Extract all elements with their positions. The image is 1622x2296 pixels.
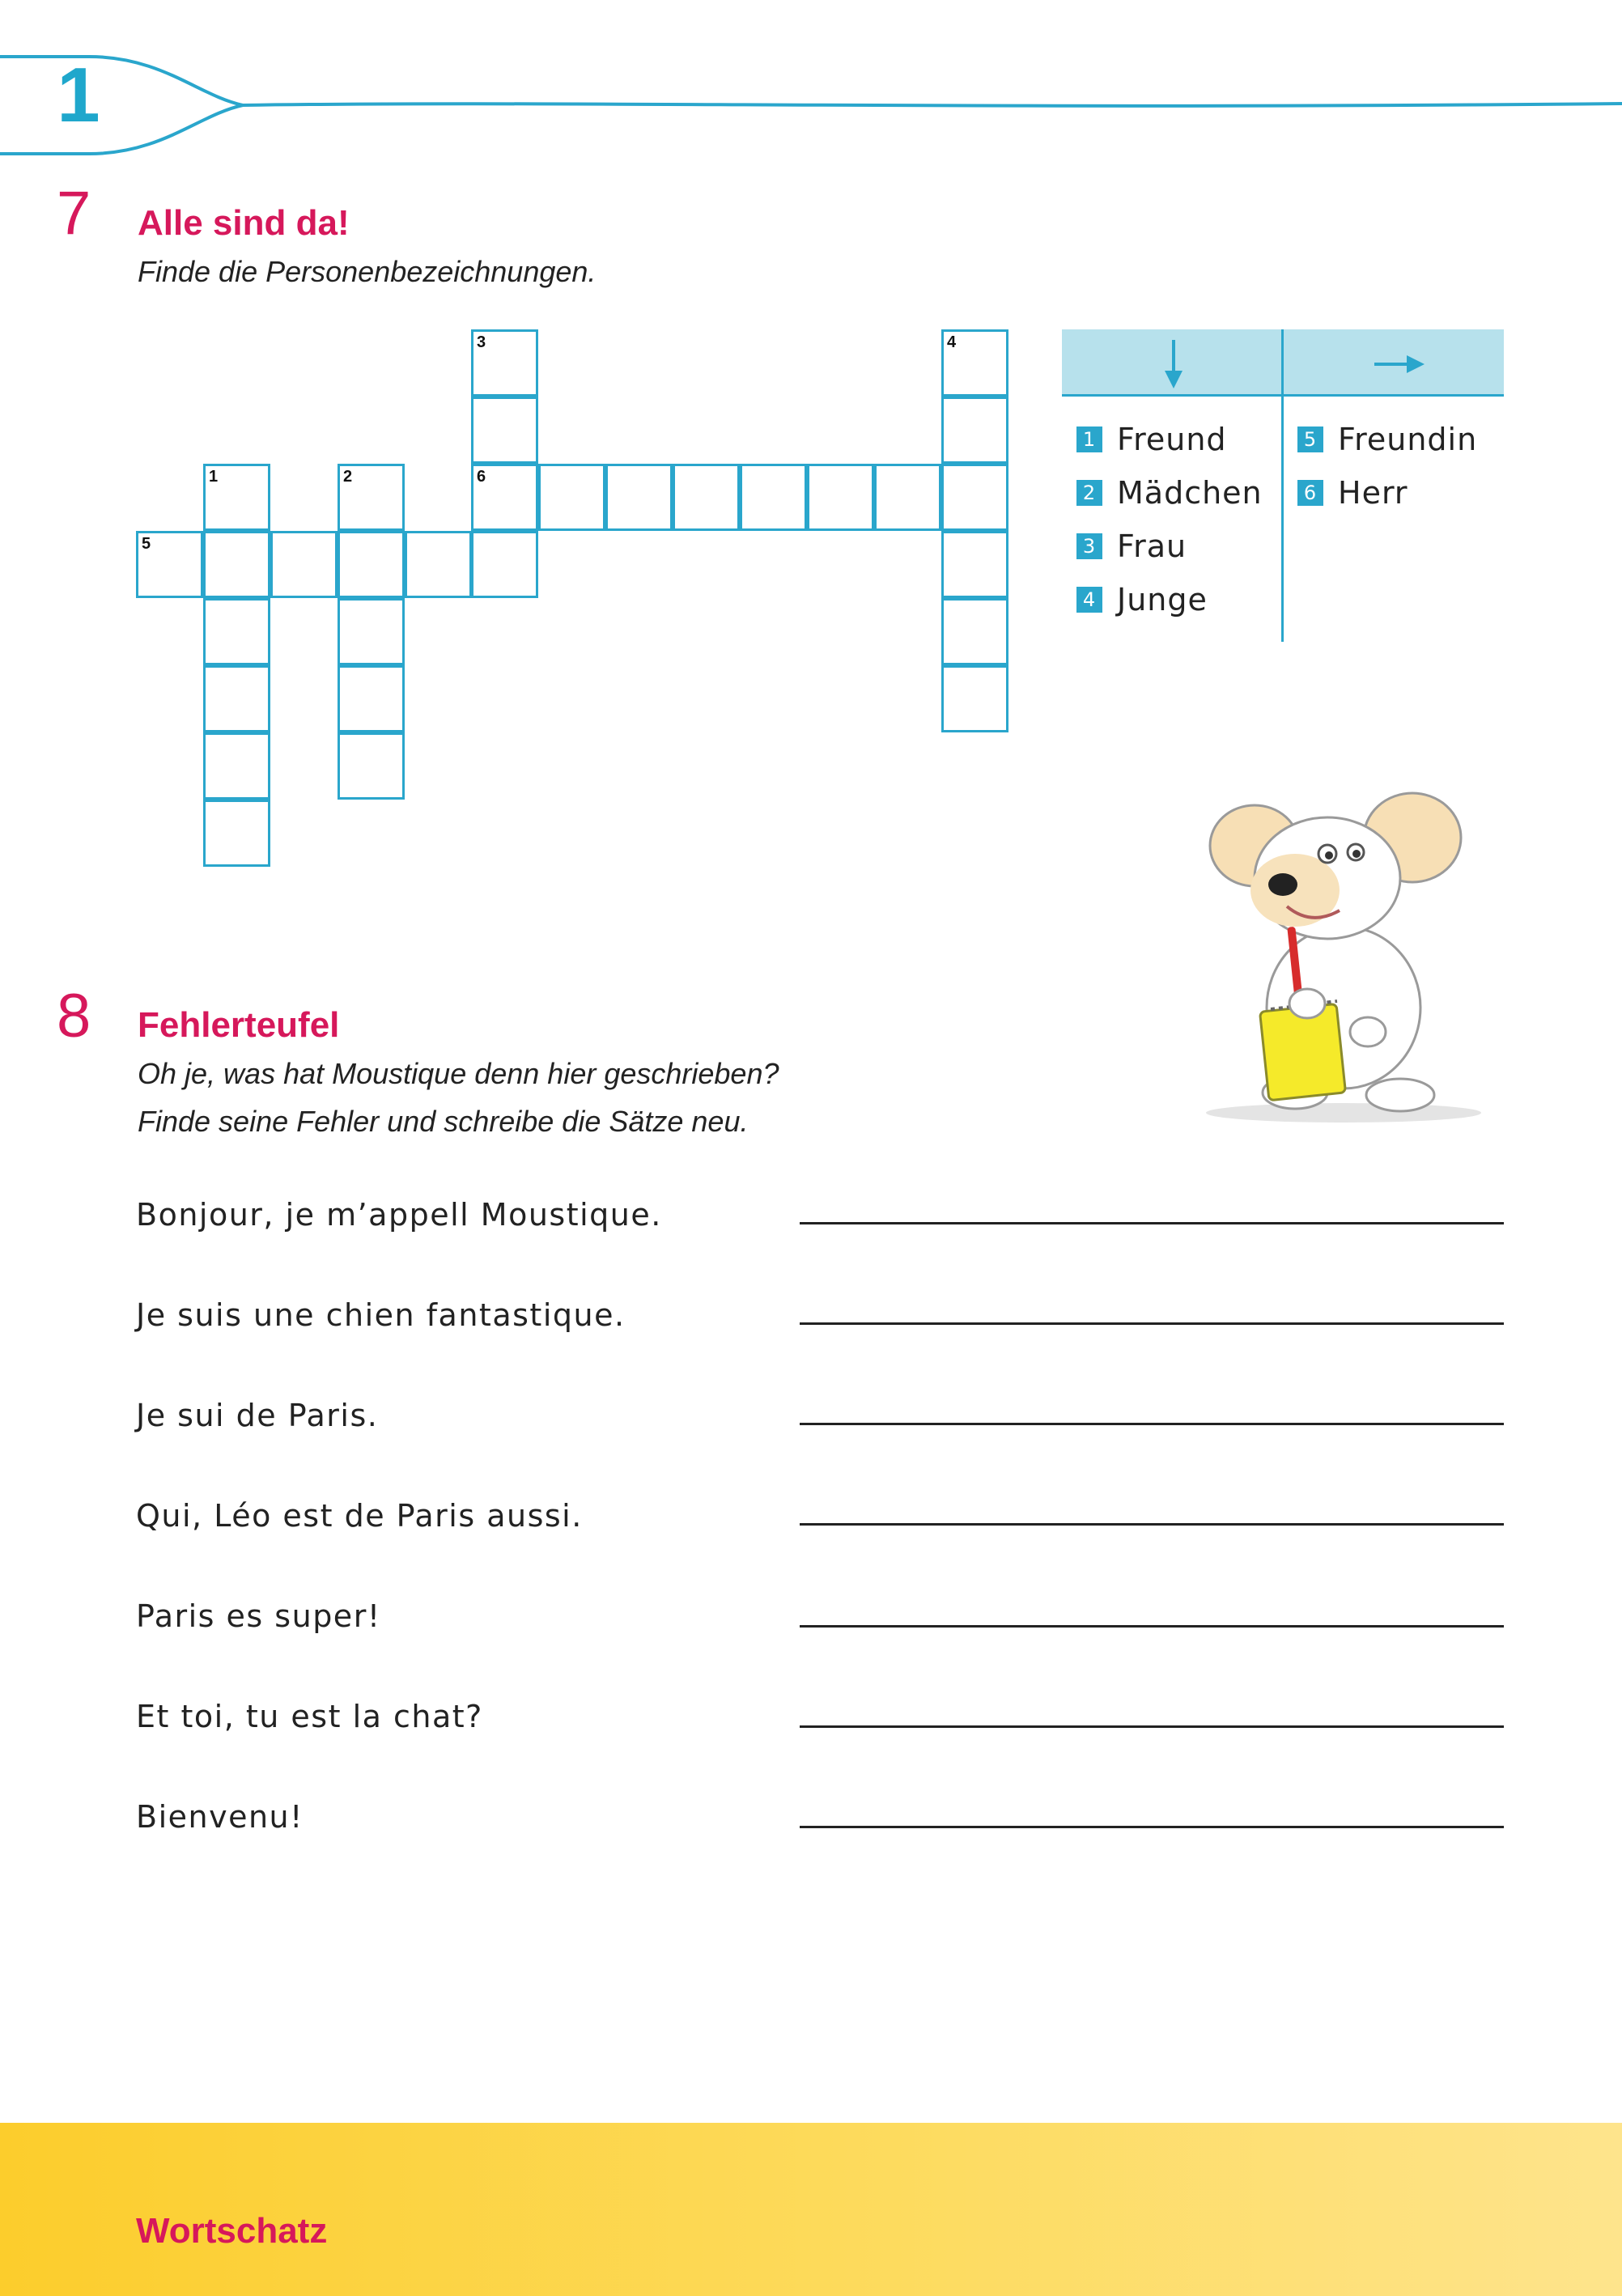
clue-across-5-word: Freundin [1338,422,1478,457]
clue-down-3 [1076,528,1187,565]
chapter-number: 1 [57,52,100,138]
sentence-6: Et toi, tu est la chat? [136,1699,483,1734]
answer-line-6[interactable] [800,1725,1504,1728]
crossword-cell[interactable] [203,665,270,732]
crossword-cell[interactable] [203,464,270,531]
crossword-cell[interactable] [338,665,405,732]
crossword-cell[interactable] [136,531,203,598]
answer-line-1[interactable] [800,1222,1504,1224]
exercise-8-number: 8 [57,982,91,1050]
exercise-7-title: Alle sind da! [138,203,350,243]
answer-line-7[interactable] [800,1826,1504,1828]
answer-line-4[interactable] [800,1523,1504,1526]
arrow-down-icon [1157,338,1190,390]
sentence-7: Bienvenu! [136,1799,304,1835]
crossword-cell[interactable] [203,800,270,867]
crossword-cell[interactable] [941,531,1008,598]
exercise-7-instruction: Finde die Personenbezeichnungen. [138,255,597,288]
crossword-cell[interactable] [203,531,270,598]
footer-label: Wortschatz [136,2211,328,2251]
crossword-cell[interactable] [538,464,605,531]
crossword-cell[interactable] [941,464,1008,531]
crossword-cell[interactable] [941,397,1008,464]
clue-down-1 [1076,421,1227,458]
crossword-cell[interactable] [740,464,807,531]
clue-down-2-word: Mädchen [1117,475,1263,511]
clue-across-6-word: Herr [1338,475,1408,511]
mascot-dog-illustration [1206,789,1489,1129]
clue-down-1-word: Freund [1117,422,1227,457]
clue-across-5-number: 5 [1297,427,1323,452]
crossword-cell[interactable] [338,464,405,531]
sentence-1: Bonjour, je m’appell Moustique. [136,1197,662,1233]
clue-down-1-number: 1 [1076,427,1102,452]
clue-down-4-number: 4 [1076,587,1102,613]
crossword-cell[interactable] [338,732,405,800]
clue-across-5 [1297,421,1477,458]
clue-down-4-word: Junge [1117,582,1208,618]
header-wave [0,0,1622,162]
crossword-cell[interactable] [605,464,673,531]
clue-number-1: 1 [209,468,219,486]
crossword-cell[interactable] [941,665,1008,732]
clue-number-4: 4 [947,333,957,351]
answer-line-5[interactable] [800,1625,1504,1628]
crossword-cell[interactable] [471,397,538,464]
crossword-cell[interactable] [471,531,538,598]
answer-line-2[interactable] [800,1322,1504,1325]
exercise-8-instruction-line-2: Finde seine Fehler und schreibe die Sätze neu. [138,1105,749,1138]
crossword-cell[interactable] [338,598,405,665]
crossword-cell[interactable] [807,464,874,531]
clue-table-divider [1281,329,1284,642]
crossword-cell[interactable] [471,464,538,531]
answer-line-3[interactable] [800,1423,1504,1425]
exercise-8-title: Fehlerteufel [138,1005,340,1045]
crossword-cell[interactable] [941,598,1008,665]
sentence-3: Je sui de Paris. [136,1398,379,1433]
exercise-8-instruction-line-1: Oh je, was hat Moustique denn hier geschrieben? [138,1057,779,1090]
clue-down-2 [1076,474,1263,511]
clue-down-2-number: 2 [1076,480,1102,506]
crossword-cell[interactable] [338,531,405,598]
crossword-cell[interactable] [941,329,1008,397]
crossword-cell[interactable] [874,464,941,531]
clue-number-3: 3 [477,333,486,351]
clue-number-6: 6 [477,468,486,486]
crossword-cell[interactable] [673,464,740,531]
crossword-cell[interactable] [203,598,270,665]
sentence-4: Qui, Léo est de Paris aussi. [136,1498,583,1534]
crossword-cell[interactable] [203,732,270,800]
sentence-5: Paris es super! [136,1598,381,1634]
clue-down-4 [1076,581,1208,618]
sentence-2: Je suis une chien fantastique. [136,1297,626,1333]
footer-band [0,2123,1622,2296]
crossword-cell[interactable] [471,329,538,397]
clue-number-5: 5 [142,535,151,553]
arrow-right-icon [1373,350,1426,378]
clue-down-3-number: 3 [1076,533,1102,559]
clue-number-2: 2 [343,468,353,486]
clue-down-3-word: Frau [1117,528,1187,564]
clue-across-6-number: 6 [1297,480,1323,506]
exercise-7-number: 7 [57,179,91,248]
crossword-cell[interactable] [405,531,472,598]
crossword-cell[interactable] [270,531,338,598]
clue-across-6 [1297,474,1408,511]
